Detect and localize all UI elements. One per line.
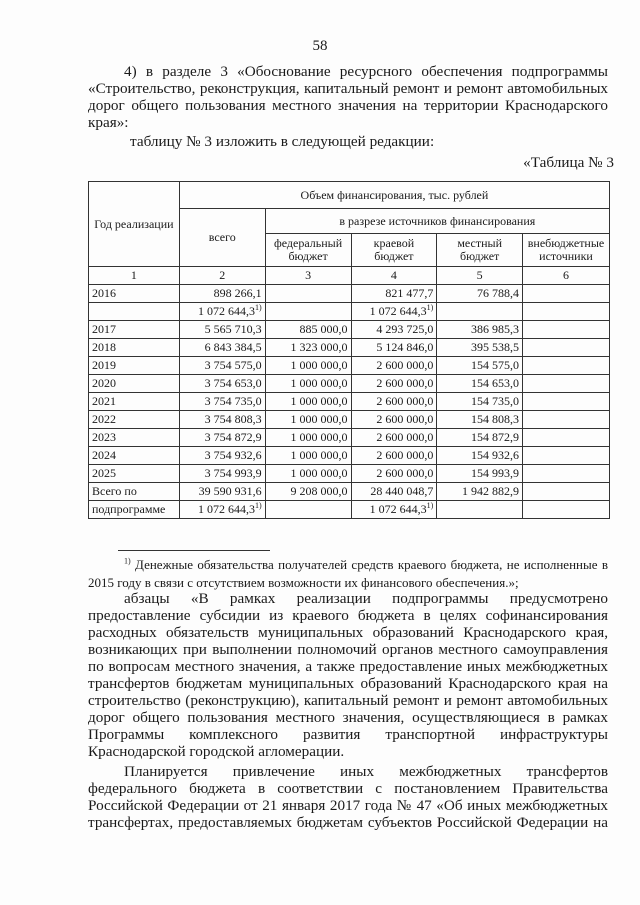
intro-line: края»: bbox=[88, 114, 129, 131]
financing-table bbox=[88, 181, 610, 519]
col-number: 5 bbox=[437, 267, 523, 285]
paragraph-line: трансфертов бюджетам муниципальных образований Краснодарского края на bbox=[88, 675, 608, 692]
header-by-sources: в разрезе источников финансирования bbox=[265, 209, 609, 234]
table-cell bbox=[523, 375, 610, 393]
table-cell: 2 600 000,0 bbox=[351, 393, 437, 411]
table-cell: 2017 bbox=[89, 321, 180, 339]
table-row bbox=[89, 357, 610, 375]
table-cell: 6 843 384,5 bbox=[179, 339, 265, 357]
table-row bbox=[89, 375, 610, 393]
table-cell bbox=[523, 357, 610, 375]
paragraph-line: трансфертах, предоставляемых бюджетам субъектов Российской Федерации на bbox=[88, 814, 608, 831]
footnote-text: Денежные обязательства получателей средств краевого бюджета, не исполненные в 2015 году в связи с отсутствием возможности их финансового обеспечения.»; bbox=[88, 557, 608, 590]
table-cell bbox=[265, 303, 351, 321]
table-cell: 395 538,5 bbox=[437, 339, 523, 357]
table-total-row bbox=[89, 501, 610, 519]
table-cell: 3 754 653,0 bbox=[179, 375, 265, 393]
table-cell bbox=[523, 483, 610, 501]
table-cell: 2023 bbox=[89, 429, 180, 447]
header-year: Год реализации bbox=[89, 182, 180, 267]
col-number: 4 bbox=[351, 267, 437, 285]
table-cell: 2 600 000,0 bbox=[351, 429, 437, 447]
table-cell: 154 735,0 bbox=[437, 393, 523, 411]
header-regional: краевой бюджет bbox=[351, 234, 437, 267]
table-cell: 2 600 000,0 bbox=[351, 411, 437, 429]
table-cell: 1 072 644,3$^{1)}$ bbox=[351, 303, 437, 321]
intro-line: дорог общего пользования местного значения на территории Краснодарского bbox=[88, 97, 608, 114]
paragraph-line: Российской Федерации от 21 января 2017 года № 47 «Об иных межбюджетных bbox=[88, 797, 608, 814]
table-cell bbox=[437, 303, 523, 321]
table-cell: 154 575,0 bbox=[437, 357, 523, 375]
body-paragraph-2 bbox=[88, 763, 608, 831]
table-cell: 885 000,0 bbox=[265, 321, 351, 339]
table-row bbox=[89, 465, 610, 483]
footnote bbox=[88, 556, 608, 592]
table-caption: «Таблица № 3 bbox=[523, 154, 614, 171]
table-cell: 1 000 000,0 bbox=[265, 411, 351, 429]
table-cell: 2024 bbox=[89, 447, 180, 465]
body-paragraph-1 bbox=[88, 590, 608, 760]
table-cell bbox=[523, 465, 610, 483]
table-cell bbox=[89, 303, 180, 321]
table-cell: 3 754 808,3 bbox=[179, 411, 265, 429]
table-cell: 2018 bbox=[89, 339, 180, 357]
table-cell: 4 293 725,0 bbox=[351, 321, 437, 339]
table-cell: 39 590 931,6 bbox=[179, 483, 265, 501]
table-cell: 3 754 932,6 bbox=[179, 447, 265, 465]
table-row bbox=[89, 393, 610, 411]
table-cell: 2022 bbox=[89, 411, 180, 429]
table-cell: 154 993,9 bbox=[437, 465, 523, 483]
table-cell: 28 440 048,7 bbox=[351, 483, 437, 501]
paragraph-line: Краснодарской городской агломерации. bbox=[88, 743, 345, 760]
intro-line: 4) в разделе 3 «Обоснование ресурсного обеспечения подпрограммы bbox=[124, 63, 608, 80]
table-cell: 1 000 000,0 bbox=[265, 357, 351, 375]
col-number: 6 bbox=[523, 267, 610, 285]
table-cell bbox=[523, 393, 610, 411]
table-cell: 2021 bbox=[89, 393, 180, 411]
table-cell: подпрограмме bbox=[89, 501, 180, 519]
table-cell: 3 754 993,9 bbox=[179, 465, 265, 483]
footnote-mark: 1) bbox=[124, 556, 131, 566]
table-cell: 2 600 000,0 bbox=[351, 357, 437, 375]
table-cell: 1 323 000,0 bbox=[265, 339, 351, 357]
table-cell: 1 000 000,0 bbox=[265, 429, 351, 447]
table-intro: таблицу № 3 изложить в следующей редакции: bbox=[130, 133, 435, 150]
paragraph-line: Планируется привлечение иных межбюджетных трансфертов bbox=[124, 763, 608, 780]
table-cell: 9 208 000,0 bbox=[265, 483, 351, 501]
table-row bbox=[89, 411, 610, 429]
table-cell: 821 477,7 bbox=[351, 285, 437, 303]
table-cell: 1 942 882,9 bbox=[437, 483, 523, 501]
table-cell: 898 266,1 bbox=[179, 285, 265, 303]
table-cell: 1 000 000,0 bbox=[265, 447, 351, 465]
table-cell: 2 600 000,0 bbox=[351, 447, 437, 465]
table-cell: 76 788,4 bbox=[437, 285, 523, 303]
table-cell bbox=[523, 411, 610, 429]
table-cell: 3 754 872,9 bbox=[179, 429, 265, 447]
table-cell: 5 565 710,3 bbox=[179, 321, 265, 339]
table-row bbox=[89, 339, 610, 357]
table-cell: 1 072 644,3$^{1)}$ bbox=[351, 501, 437, 519]
table-row bbox=[89, 303, 610, 321]
table-row bbox=[89, 429, 610, 447]
paragraph-line: предоставление субсидии из краевого бюджета в целях софинансирования bbox=[88, 607, 608, 624]
table-cell: 1 000 000,0 bbox=[265, 393, 351, 411]
table-cell: 2 600 000,0 bbox=[351, 375, 437, 393]
paragraph-line: федерального бюджета в соответствии с постановлением Правительства bbox=[88, 780, 608, 797]
table-cell: 3 754 735,0 bbox=[179, 393, 265, 411]
table-cell: Всего по bbox=[89, 483, 180, 501]
header-funding: Объем финансирования, тыс. рублей bbox=[179, 182, 609, 209]
paragraph-line: дорог общего пользования местного значения, осуществляющиеся в рамках bbox=[88, 709, 608, 726]
header-total: всего bbox=[179, 209, 265, 267]
table-cell: 1 072 644,3$^{1)}$ bbox=[179, 501, 265, 519]
table-row bbox=[89, 447, 610, 465]
table-cell: 386 985,3 bbox=[437, 321, 523, 339]
table-cell: 2019 bbox=[89, 357, 180, 375]
table-cell: 154 872,9 bbox=[437, 429, 523, 447]
table-cell bbox=[265, 285, 351, 303]
table-row bbox=[89, 321, 610, 339]
table-cell: 2020 bbox=[89, 375, 180, 393]
table-cell bbox=[523, 303, 610, 321]
paragraph-line: возникающих при выполнении полномочий органов местного самоуправления bbox=[88, 641, 608, 658]
paragraph-line: Программы комплексного развития транспортной инфраструктуры bbox=[88, 726, 608, 743]
table-cell: 3 754 575,0 bbox=[179, 357, 265, 375]
col-number: 1 bbox=[89, 267, 180, 285]
col-number: 2 bbox=[179, 267, 265, 285]
header-local: местный бюджет bbox=[437, 234, 523, 267]
intro-line: «Строительство, реконструкция, капитальный ремонт и ремонт автомобильных bbox=[88, 80, 608, 97]
table-row bbox=[89, 285, 610, 303]
table-cell bbox=[523, 339, 610, 357]
table-total-row bbox=[89, 483, 610, 501]
table-cell: 2016 bbox=[89, 285, 180, 303]
table-cell bbox=[523, 321, 610, 339]
paragraph-line: строительство (реконструкцию), капитальный ремонт и ремонт автомобильных bbox=[88, 692, 608, 709]
table-cell bbox=[523, 501, 610, 519]
paragraph-line: абзацы «В рамках реализации подпрограммы предусмотрено bbox=[124, 590, 608, 607]
column-numbers-row bbox=[89, 267, 610, 285]
table-cell: 1 000 000,0 bbox=[265, 465, 351, 483]
table-cell: 154 932,6 bbox=[437, 447, 523, 465]
table-cell: 5 124 846,0 bbox=[351, 339, 437, 357]
paragraph-line: по вопросам местного значения, а также предоставление иных межбюджетных bbox=[88, 658, 608, 675]
page-number: 58 bbox=[312, 38, 328, 54]
footnote-divider bbox=[118, 550, 270, 551]
table-cell bbox=[523, 447, 610, 465]
header-federal: федеральный бюджет bbox=[265, 234, 351, 267]
table-cell bbox=[523, 429, 610, 447]
col-number: 3 bbox=[265, 267, 351, 285]
table-cell: 2025 bbox=[89, 465, 180, 483]
paragraph-line: расходных обязательств муниципальных образований Краснодарского края, bbox=[88, 624, 608, 641]
table-cell: 154 808,3 bbox=[437, 411, 523, 429]
table-cell bbox=[265, 501, 351, 519]
table-cell: 1 000 000,0 bbox=[265, 375, 351, 393]
table-cell: 1 072 644,3$^{1)}$ bbox=[179, 303, 265, 321]
header-offbudget: внебюджетные источники bbox=[523, 234, 610, 267]
table-cell bbox=[437, 501, 523, 519]
table-cell: 154 653,0 bbox=[437, 375, 523, 393]
table-cell bbox=[523, 285, 610, 303]
table-cell: 2 600 000,0 bbox=[351, 465, 437, 483]
intro-paragraph bbox=[88, 63, 608, 131]
